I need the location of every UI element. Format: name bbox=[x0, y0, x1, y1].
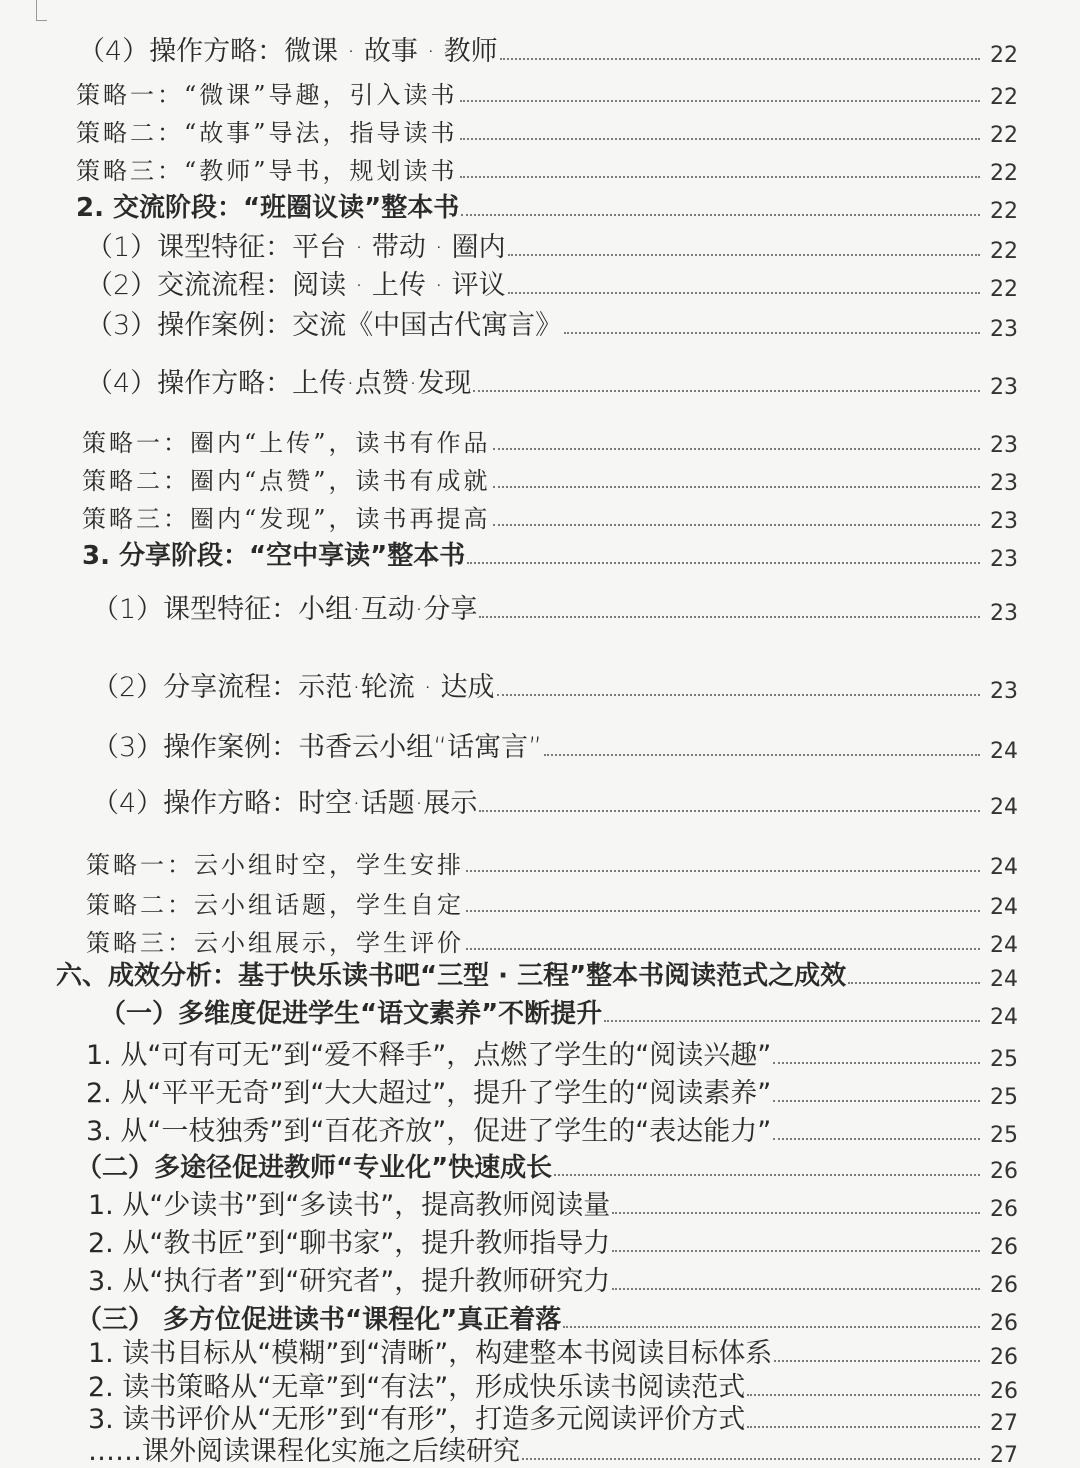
toc-entry-page: 24 bbox=[990, 967, 1018, 992]
toc-entry-title: 2. 交流阶段：“班圈议读”整本书 bbox=[76, 193, 460, 223]
dot-leader bbox=[466, 948, 980, 950]
dot-leader bbox=[466, 870, 980, 872]
toc-entry-page: 26 bbox=[990, 1197, 1018, 1222]
toc-entry bbox=[92, 586, 1018, 626]
toc-entry-page: 26 bbox=[990, 1235, 1018, 1260]
toc-entry-title: （3）操作案例：交流《中国古代寓言》 bbox=[86, 310, 563, 341]
toc-entry-page: 23 bbox=[990, 679, 1018, 704]
toc-entry-page: 27 bbox=[990, 1443, 1018, 1468]
toc-entry bbox=[86, 262, 1018, 302]
toc-entry-page: 26 bbox=[990, 1379, 1018, 1404]
dot-leader bbox=[773, 1138, 980, 1140]
toc-entry-title: （4）操作方略：时空·话题·展示 bbox=[92, 788, 478, 819]
dot-leader bbox=[460, 176, 980, 178]
dot-leader bbox=[544, 754, 980, 756]
dot-leader bbox=[466, 910, 980, 912]
dot-leader bbox=[508, 292, 980, 294]
toc-entry-page: 22 bbox=[990, 43, 1018, 68]
toc-entry-page: 24 bbox=[990, 739, 1018, 764]
dot-leader bbox=[612, 1212, 980, 1214]
toc-entry-title: 策略三：云小组展示，学生评价 bbox=[86, 929, 464, 957]
toc-entry bbox=[86, 1070, 1018, 1110]
dot-leader bbox=[497, 694, 980, 696]
toc-entry-title: 策略一：圈内“上传”，读书有作品 bbox=[82, 429, 491, 457]
toc-entry bbox=[82, 494, 1018, 534]
dot-leader bbox=[848, 982, 980, 984]
toc-entry-page: 25 bbox=[990, 1047, 1018, 1072]
toc-entry-title: 策略一：“微课”导趣，引入读书 bbox=[76, 81, 458, 109]
toc-entry bbox=[92, 780, 1018, 820]
toc-entry bbox=[92, 664, 1018, 704]
toc-entry-title: 策略二：圈内“点赞”，读书有成就 bbox=[82, 467, 491, 495]
dot-leader bbox=[479, 810, 980, 812]
dot-leader bbox=[564, 332, 980, 334]
dot-leader bbox=[612, 1250, 980, 1252]
toc-entry bbox=[82, 418, 1018, 458]
toc-entry-title: 3. 从“一枝独秀”到“百花齐放”，促进了学生的“表达能力” bbox=[86, 1116, 772, 1147]
toc-entry-page: 24 bbox=[990, 933, 1018, 958]
toc-entry bbox=[86, 1108, 1018, 1148]
toc-entry-page: 24 bbox=[990, 795, 1018, 820]
toc-entry bbox=[76, 146, 1018, 186]
dot-leader bbox=[774, 1360, 980, 1362]
toc-entry-page: 25 bbox=[990, 1123, 1018, 1148]
toc-entry-page: 24 bbox=[990, 855, 1018, 880]
toc-entry-page: 22 bbox=[990, 123, 1018, 148]
toc-entry-title: （3）操作案例：书香云小组“话寓言” bbox=[92, 732, 543, 763]
toc-entry-page: 22 bbox=[990, 239, 1018, 264]
dot-leader bbox=[493, 524, 980, 526]
dot-leader bbox=[473, 390, 980, 392]
toc-entry-title: 2. 从“平平无奇”到“大大超过”，提升了学生的“阅读素养” bbox=[86, 1078, 772, 1109]
toc-entry-title: （4）操作方略：微课 · 故事 · 教师 bbox=[78, 36, 498, 67]
toc-entry-page: 26 bbox=[990, 1345, 1018, 1370]
toc-entry-page: 26 bbox=[990, 1159, 1018, 1184]
dot-leader bbox=[467, 562, 980, 564]
toc-entry bbox=[86, 1032, 1018, 1072]
toc-entry-page: 23 bbox=[990, 471, 1018, 496]
dot-leader bbox=[461, 214, 980, 216]
dot-leader bbox=[604, 1020, 980, 1022]
toc-entry-title: 策略二：云小组话题，学生自定 bbox=[86, 891, 464, 919]
dot-leader bbox=[500, 58, 980, 60]
toc-entry-title: 策略三：“教师”导书，规划读书 bbox=[76, 157, 458, 185]
toc-entry-title: （2）交流流程：阅读 · 上传 · 评议 bbox=[86, 270, 506, 301]
toc-entry-page: 22 bbox=[990, 199, 1018, 224]
toc-entry bbox=[56, 952, 1018, 992]
dot-leader bbox=[479, 616, 980, 618]
toc-entry-title: 六、成效分析：基于快乐读书吧“三型 · 三程”整本书阅读范式之成效 bbox=[56, 961, 847, 991]
dot-leader bbox=[522, 1458, 980, 1460]
toc-entry bbox=[78, 28, 1018, 68]
toc-entry-page: 23 bbox=[990, 547, 1018, 572]
toc-entry-title: ……课外阅读课程化实施之后续研究 bbox=[88, 1436, 520, 1467]
toc-entry-page: 24 bbox=[990, 895, 1018, 920]
toc-entry bbox=[76, 1144, 1018, 1184]
dot-leader bbox=[460, 100, 980, 102]
toc-entry-title: 1. 从“少读书”到“多读书”，提高教师阅读量 bbox=[88, 1190, 611, 1221]
toc-entry bbox=[86, 302, 1018, 342]
toc-entry-page: 26 bbox=[990, 1311, 1018, 1336]
dot-leader bbox=[563, 1326, 980, 1328]
toc-entry-page: 23 bbox=[990, 601, 1018, 626]
toc-entry bbox=[86, 224, 1018, 264]
toc-entry-title: 1. 读书目标从“模糊”到“清晰”，构建整本书阅读目标体系 bbox=[88, 1338, 773, 1369]
toc-entry-page: 22 bbox=[990, 161, 1018, 186]
toc-entry-page: 23 bbox=[990, 317, 1018, 342]
toc-entry-page: 24 bbox=[990, 1005, 1018, 1030]
dot-leader bbox=[508, 254, 980, 256]
toc-entry-page: 25 bbox=[990, 1085, 1018, 1110]
toc-entry-page: 27 bbox=[990, 1411, 1018, 1436]
dot-leader bbox=[493, 448, 980, 450]
toc-entry bbox=[88, 1428, 1018, 1468]
toc-entry-page: 22 bbox=[990, 85, 1018, 110]
dot-leader bbox=[773, 1062, 980, 1064]
toc-entry-title: 1. 从“可有可无”到“爱不释手”，点燃了学生的“阅读兴趣” bbox=[86, 1040, 772, 1071]
toc-entry bbox=[82, 456, 1018, 496]
toc-entry-page: 23 bbox=[990, 375, 1018, 400]
toc-entry bbox=[86, 360, 1018, 400]
toc-entry-page: 23 bbox=[990, 433, 1018, 458]
toc-entry bbox=[86, 840, 1018, 880]
toc-entry-title: （三） 多方位促进读书“课程化”真正着落 bbox=[76, 1305, 562, 1335]
toc-entry-title: 策略二：“故事”导法，指导读书 bbox=[76, 119, 458, 147]
toc-entry bbox=[88, 1182, 1018, 1222]
toc-entry-title: 策略三：圈内“发现”，读书再提高 bbox=[82, 505, 491, 533]
toc-entry-title: （2）分享流程：示范·轮流 · 达成 bbox=[92, 672, 495, 703]
toc-entry-title: （1）课型特征：小组·互动·分享 bbox=[92, 594, 478, 625]
dot-leader bbox=[612, 1288, 980, 1290]
toc-entry-title: 3. 从“执行者”到“研究者”，提升教师研究力 bbox=[88, 1266, 611, 1297]
toc-entry-title: （二）多途径促进教师“专业化”快速成长 bbox=[76, 1153, 553, 1183]
toc-entry bbox=[76, 184, 1018, 224]
toc-entry bbox=[82, 532, 1018, 572]
toc-entry-title: 2. 读书策略从“无章”到“有法”，形成快乐读书阅读范式 bbox=[88, 1372, 746, 1403]
toc-entry bbox=[86, 880, 1018, 920]
dot-leader bbox=[493, 486, 980, 488]
toc-entry-page: 26 bbox=[990, 1273, 1018, 1298]
toc-entry-title: （4）操作方略：上传·点赞·发现 bbox=[86, 368, 472, 399]
toc-entry-title: 策略一：云小组时空，学生安排 bbox=[86, 851, 464, 879]
toc-entry bbox=[76, 70, 1018, 110]
toc-entry bbox=[88, 1220, 1018, 1260]
toc-entry bbox=[88, 1258, 1018, 1298]
toc-entry bbox=[76, 108, 1018, 148]
toc-entry-page: 23 bbox=[990, 509, 1018, 534]
toc-entry bbox=[92, 724, 1018, 764]
toc-entry-title: （一）多维度促进学生“语文素养”不断提升 bbox=[100, 999, 603, 1029]
toc-entry-page: 22 bbox=[990, 277, 1018, 302]
toc-entry-title: 3. 分享阶段：“空中享读”整本书 bbox=[82, 541, 466, 571]
dot-leader bbox=[554, 1174, 980, 1176]
dot-leader bbox=[460, 138, 980, 140]
toc-entry-title: 3. 读书评价从“无形”到“有形”，打造多元阅读评价方式 bbox=[88, 1404, 746, 1435]
page-corner-mark bbox=[36, 0, 47, 21]
toc-entry-title: 2. 从“教书匠”到“聊书家”，提升教师指导力 bbox=[88, 1228, 611, 1259]
toc-entry-title: （1）课型特征：平台 · 带动 · 圈内 bbox=[86, 232, 506, 263]
toc-entry bbox=[100, 990, 1018, 1030]
dot-leader bbox=[773, 1100, 980, 1102]
